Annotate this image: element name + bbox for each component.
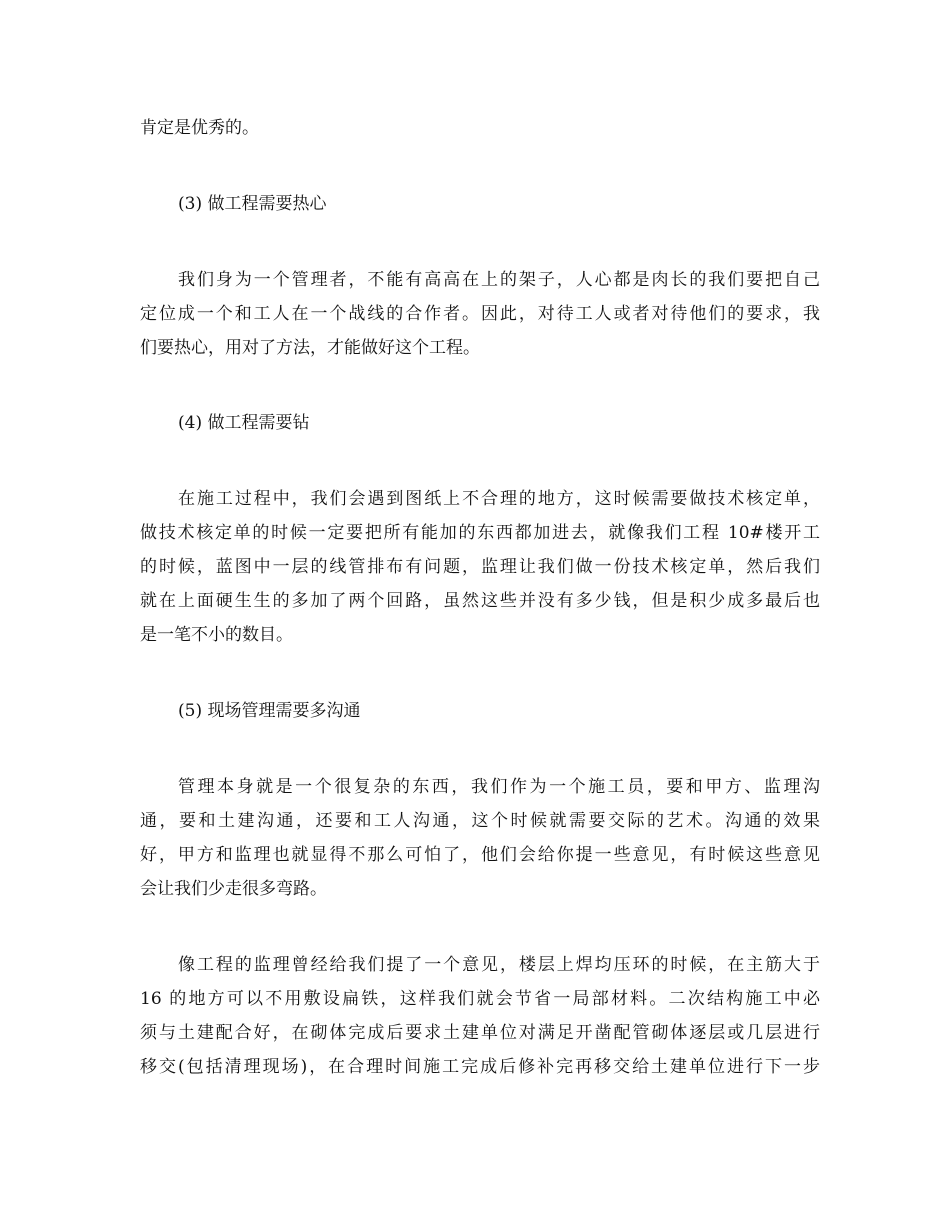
paragraph-line: 做技术核定单的时候一定要把所有能加的东西都加进去，就像我们工程 10#楼开工 — [140, 523, 820, 543]
paragraph-line: 就在上面硬生生的多加了两个回路，虽然这些并没有多少钱，但是积少成多最后也 — [140, 591, 820, 611]
section-heading-5: (5) 现场管理需要多沟通 — [178, 701, 361, 721]
paragraph-line: 像工程的监理曾经给我们提了一个意见，楼层上焊均压环的时候，在主筋大于 — [178, 955, 820, 975]
section-heading-4: (4) 做工程需要钻 — [178, 413, 310, 433]
paragraph-line: 肯定是优秀的。 — [140, 118, 259, 138]
paragraph-line: 通，要和土建沟通，还要和工人沟通，这个时候就需要交际的艺术。沟通的效果 — [140, 811, 820, 831]
paragraph-line: 我们身为一个管理者，不能有高高在上的架子，人心都是肉长的我们要把自己 — [178, 270, 820, 290]
paragraph-line: 在施工过程中，我们会遇到图纸上不合理的地方，这时候需要做技术核定单， — [178, 489, 820, 509]
paragraph-line: 们要热心，用对了方法，才能做好这个工程。 — [140, 338, 480, 358]
paragraph-line: 的时候，蓝图中一层的线管排布有问题，监理让我们做一份技术核定单，然后我们 — [140, 557, 820, 577]
paragraph-line: 定位成一个和工人在一个战线的合作者。因此，对待工人或者对待他们的要求，我 — [140, 304, 820, 324]
paragraph-line: 好，甲方和监理也就显得不那么可怕了，他们会给你提一些意见，有时候这些意见 — [140, 845, 820, 865]
paragraph-line: 管理本身就是一个很复杂的东西，我们作为一个施工员，要和甲方、监理沟 — [178, 777, 820, 797]
section-heading-3: (3) 做工程需要热心 — [178, 194, 327, 214]
paragraph-line: 会让我们少走很多弯路。 — [140, 879, 327, 899]
paragraph-line: 移交(包括清理现场)，在合理时间施工完成后修补完再移交给土建单位进行下一步 — [140, 1057, 820, 1077]
paragraph-line: 是一笔不小的数目。 — [140, 625, 293, 645]
paragraph-line: 须与土建配合好，在砌体完成后要求土建单位对满足开凿配管砌体逐层或几层进行 — [140, 1023, 820, 1043]
paragraph-line: 16 的地方可以不用敷设扁铁，这样我们就会节省一局部材料。二次结构施工中必 — [140, 989, 820, 1009]
